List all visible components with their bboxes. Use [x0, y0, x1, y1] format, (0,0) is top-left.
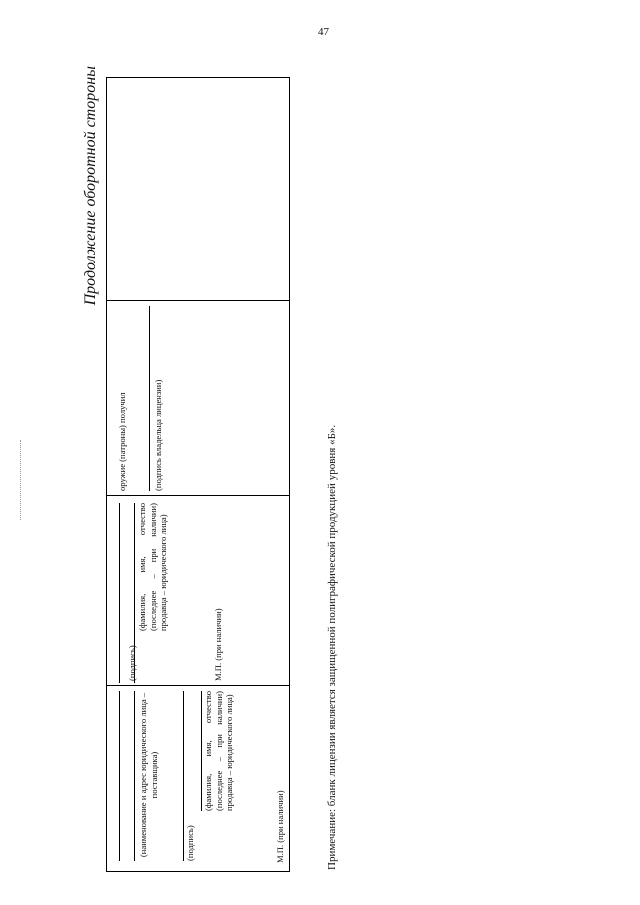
table-divider-1 — [107, 685, 289, 686]
rotated-form — [78, 60, 618, 880]
table-divider-3 — [107, 300, 289, 301]
name-caption-mid: (фамилия, имя, отчество (последнее – при наличии) продавца – юридического лица) — [137, 503, 168, 631]
licensee-sign-line — [149, 306, 150, 491]
name-line-left — [201, 691, 202, 811]
mp-left: М.П. (при наличии) — [275, 790, 285, 863]
supplier-line-1 — [119, 691, 120, 861]
licensee-signature-caption: (подпись владельца лицензии) — [153, 379, 163, 491]
footnote: Примечание: бланк лицензии является защищенной полиграфической продукцией уровня «Б». — [326, 424, 338, 870]
supplier-line-2 — [134, 691, 135, 861]
form-table — [106, 77, 290, 872]
page-number: 47 — [318, 26, 329, 38]
supplier-sign-line — [183, 691, 184, 861]
signature-caption-mid: (подпись) — [127, 645, 137, 681]
seller-line-1 — [119, 503, 120, 683]
signature-caption-left: (подпись) — [185, 825, 195, 861]
weapon-received-label: оружие (патроны) получил — [117, 392, 127, 491]
section-heading: Продолжение оборотной стороны — [82, 66, 99, 306]
name-caption-left: (фамилия, имя, отчество (последнее – при наличии) продавца – юридического лица) — [203, 691, 234, 811]
margin-dots — [20, 440, 23, 520]
mp-mid: М.П. (при наличии) — [213, 608, 223, 681]
table-divider-2 — [107, 495, 289, 496]
supplier-name-caption: (наименование и адрес юридического лица – поставщика) — [138, 692, 159, 858]
